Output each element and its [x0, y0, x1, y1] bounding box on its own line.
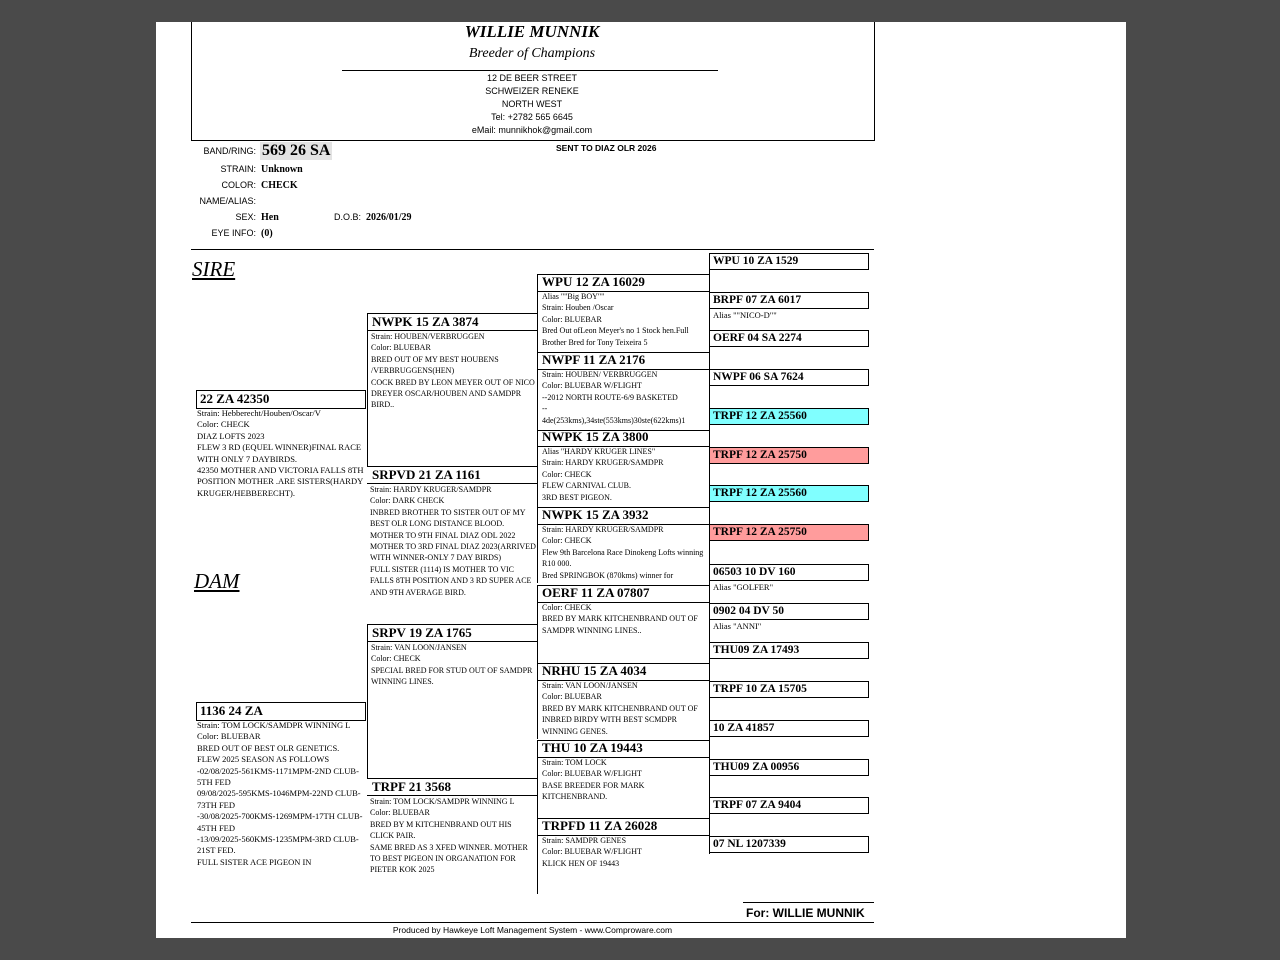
name-label: NAME/ALIAS:: [199, 196, 256, 206]
strain-label: STRAIN:: [220, 164, 256, 174]
g4-1-box: BRPF 07 ZA 6017: [709, 292, 869, 309]
sex-value: Hen: [261, 212, 279, 223]
g3-5-band: NRHU 15 ZA 4034: [542, 663, 647, 678]
g4-4-box: TRPF 12 ZA 25560: [709, 408, 869, 425]
g4-6-box: TRPF 12 ZA 25560: [709, 485, 869, 502]
g2-3-band: TRPF 21 3568: [372, 779, 451, 794]
connector-dam-down: [367, 720, 368, 778]
footer-rule: [191, 922, 874, 923]
connector-g2-2: [537, 585, 538, 739]
connector-g2-3: [537, 740, 538, 894]
g4-7-box: TRPF 12 ZA 25750: [709, 524, 869, 541]
strain-value: Unknown: [261, 164, 303, 175]
g3-7-band: TRPFD 11 ZA 26028: [542, 818, 658, 833]
g2-2-details: Strain: VAN LOON/JANSEN Color: CHECK SPECIAL BRED FOR STUD OUT OF SAMDPR WINNING LINES.: [371, 643, 533, 687]
dam-heading: DAM: [194, 569, 240, 593]
g2-0-details: Strain: HOUBEN/VERBRUGGEN Color: BLUEBAR BRED OUT OF MY BEST HOUBENS /VERBRUGGENS(HEN) COCK BRED BY LEON MEYER OUT OF NICO DREYER OSCAR/HOUBEN AND SAMDPR BIRD..: [371, 332, 535, 410]
g4-11-box: TRPF 10 ZA 15705: [709, 681, 869, 698]
sex-label: SEX:: [235, 212, 256, 222]
g4-9-box: 0902 04 DV 50: [709, 603, 869, 620]
address-town: SCHWEIZER RENEKE: [485, 86, 579, 96]
g3-1-details: Strain: HOUBEN/ VERBRUGGEN Color: BLUEBAR W/FLIGHT --2012 NORTH ROUTE-6/9 BASKETED -- 4de(253kms),34ste(553kms)30ste(622kms)1: [542, 370, 686, 425]
g2-1-details: Strain: HARDY KRUGER/SAMDPR Color: DARK CHECK INBRED BROTHER TO SISTER OUT OF MY BEST OLR LONG DISTANCE BLOOD. MOTHER TO 9TH FINAL DIAZ ODL 2022 MOTHER TO 3RD FINAL DIAZ 2023(ARRIVED WITH WINNER-ONLY 7 DAY BIRDS) FULL SISTER (1114) IS MOTHER TO VIC FALLS 8TH POSITION AND 3 RD SUPER ACE AND 9TH AVERAGE BIRD.: [370, 485, 536, 597]
dob-label: D.O.B:: [333, 212, 361, 222]
g3-2-band: NWPK 15 ZA 3800: [542, 429, 649, 444]
dob-value: 2026/01/29: [366, 212, 412, 223]
g3-4-details: Color: CHECK BRED BY MARK KITCHENBRAND OUT OF SAMDPR WINNING LINES..: [542, 603, 698, 635]
g3-5-details: Strain: VAN LOON/JANSEN Color: BLUEBAR BRED BY MARK KITCHENBRAND OUT OF INBRED BIRDY WITH BEST SCMDPR WINNING GENES.: [542, 681, 698, 736]
g3-0-band: WPU 12 ZA 16029: [542, 274, 645, 289]
g3-0-details: Alias ""Big BOY"" Strain: Houben /Oscar Color: BLUEBAR Bred Out ofLeon Meyer's no 1 Stock hen.Full Brother Bred for Tony Teixeira 5: [542, 292, 689, 347]
g4-10-box: THU09 ZA 17493: [709, 642, 869, 659]
band-value: 569 26 SA: [262, 142, 331, 159]
pedigree-top-rule: [191, 249, 874, 250]
g3-7-details: Strain: SAMDPR GENES Color: BLUEBAR W/FLIGHT KLICK HEN OF 19443: [542, 836, 642, 868]
address-phone: Tel: +2782 565 6645: [491, 112, 573, 122]
breeder-tagline: Breeder of Champions: [468, 46, 596, 61]
g4-2-box: OERF 04 SA 2274: [709, 330, 869, 347]
g4-5-box: TRPF 12 ZA 25750: [709, 447, 869, 464]
connector-sire-up: [367, 313, 368, 408]
g4-0-box: WPU 10 ZA 1529: [709, 253, 869, 270]
g4-3-box: NWPF 06 SA 7624: [709, 369, 869, 386]
g4-12-box: 10 ZA 41857: [709, 720, 869, 737]
color-value: CHECK: [261, 180, 298, 191]
g2-1-band: SRPVD 21 ZA 1161: [372, 467, 481, 482]
produced-by: Produced by Hawkeye Loft Management System - www.Comproware.com: [392, 925, 673, 935]
g4-9-alias: Alias "ANNI": [713, 621, 762, 631]
g3-3-band: NWPK 15 ZA 3932: [542, 507, 649, 522]
g3-2-details: Alias "HARDY KRUGER LINES" Strain: HARDY KRUGER/SAMDPR Color: CHECK FLEW CARNIVAL CLUB. 3RD BEST PIGEON.: [542, 447, 664, 502]
g2-3-details: Strain: TOM LOCK/SAMDPR WINNING L Color: BLUEBAR BRED BY M KITCHENBRAND OUT HIS CLICK PAIR. SAME BRED AS 3 XFED WINNER. MOTHER TO BEST PIGEON IN ORGANATION FOR PIETER KOK 2025: [370, 797, 528, 875]
address-street: 12 DE BEER STREET: [486, 73, 578, 83]
connector-sire-down: [367, 408, 368, 466]
g3-4-band: OERF 11 ZA 07807: [542, 585, 650, 600]
g4-13-box: THU09 ZA 00956: [709, 759, 869, 776]
signature-line: [743, 902, 874, 903]
sire-heading: SIRE: [192, 257, 236, 281]
g4-8-box: 06503 10 DV 160: [709, 564, 869, 581]
dam-details: Strain: TOM LOCK/SAMDPR WINNING L Color: BLUEBAR BRED OUT OF BEST OLR GENETICS. FLEW 2025 SEASON AS FOLLOWS -02/08/2025-561KMS-1171MPM-2ND CLUB-5TH FED 09/08/2025-595KMS-1046MPM-22ND CLUB-73TH FED -30/08/2025-700KMS-1269MPM-17TH CLUB-45TH FED -13/09/2025-560KMS-1235MPM-3RD CLUB-21ST FED. FULL SISTER ACE PIGEON IN: [197, 720, 363, 867]
address-email: eMail: munnikhok@gmail.com: [471, 125, 593, 135]
g3-6-band: THU 10 ZA 19443: [542, 740, 643, 755]
g4-8-alias: Alias "GOLFER": [713, 582, 774, 592]
destination-note: SENT TO DIAZ OLR 2026: [556, 143, 657, 153]
g3-6-details: Strain: TOM LOCK Color: BLUEBAR W/FLIGHT BASE BREEDER FOR MARK KITCHENBRAND.: [542, 758, 645, 802]
pedigree-page: [156, 22, 1126, 938]
for-owner: For: WILLIE MUNNIK: [746, 906, 865, 920]
color-label: COLOR:: [221, 180, 256, 190]
dam-band: 1136 24 ZA: [200, 703, 263, 718]
sire-details: Strain: Hebberecht/Houben/Oscar/V Color: CHECK DIAZ LOFTS 2023 FLEW 3 RD (EQUEL WINNER)FINAL RACE WITH ONLY 7 DAYBIRDS. 42350 MOTHER AND VICTORIA FALLS 8TH POSITION MOTHER .ARE SISTERS(HARDY KRUGER/HEBBERECHT).: [197, 408, 364, 498]
eye-label: EYE INFO:: [211, 228, 256, 238]
g2-2-band: SRPV 19 ZA 1765: [372, 625, 472, 640]
g2-0-band: NWPK 15 ZA 3874: [372, 314, 479, 329]
g3-3-details: Strain: HARDY KRUGER/SAMDPR Color: CHECK Flew 9th Barcelona Race Dinokeng Lofts winning R10 000. Bred SPRINGBOK (870kms) winner for: [542, 525, 704, 580]
g4-15-box: 07 NL 1207339: [709, 836, 869, 853]
g3-1-band: NWPF 11 ZA 2176: [542, 352, 646, 367]
connector-dam-up: [367, 624, 368, 720]
address-province: NORTH WEST: [501, 99, 563, 109]
header-divider: [342, 70, 718, 71]
breeder-name: WILLIE MUNNIK: [464, 22, 600, 41]
g4-1-alias: Alias ""NICO-D"": [713, 310, 777, 320]
address-block: [191, 72, 873, 137]
g4-14-box: TRPF 07 ZA 9404: [709, 797, 869, 814]
sire-band: 22 ZA 42350: [200, 391, 270, 406]
band-label: BAND/RING:: [203, 146, 256, 156]
eye-value: (0): [261, 228, 273, 239]
